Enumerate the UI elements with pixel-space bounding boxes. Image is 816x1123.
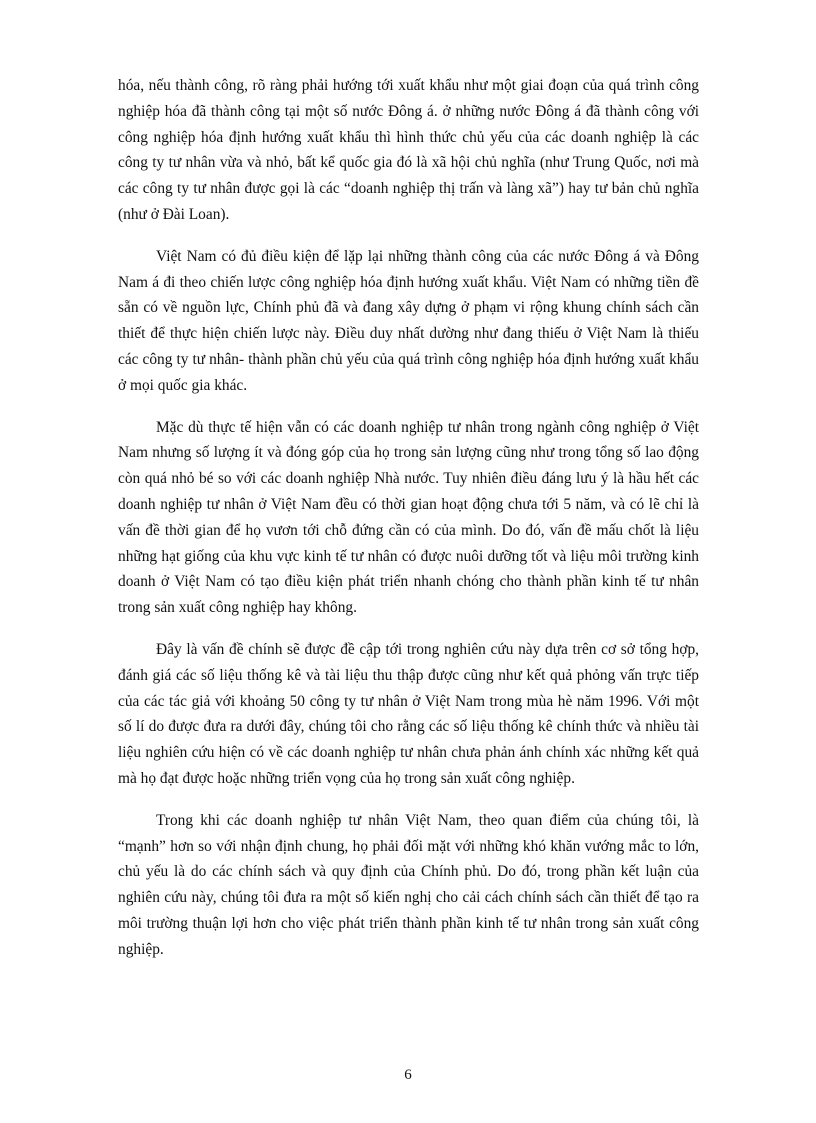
document-body [118,73,699,979]
page-number: 6 [404,1067,412,1083]
paragraph-2: Việt Nam có đủ điều kiện để lặp lại những thành công của các nước Đông á và Đông Nam á đi theo chiến lược công nghiệp hóa định hướng xuất khẩu. Việt Nam có những tiền đề sẵn có về nguồn lực, Chính phủ đã và đang xây dựng ở phạm vi rộng khung chính sách cần thiết để thực hiện chiến lược này. Điều duy nhất dường như đang thiếu ở Việt Nam là thiếu các công ty tư nhân- thành phần chủ yếu của quá trình công nghiệp hóa định hướng xuất khẩu ở mọi quốc gia khác. [118,247,699,394]
paragraph-4: Đây là vấn đề chính sẽ được đề cập tới trong nghiên cứu này dựa trên cơ sở tổng hợp, đánh giá các số liệu thống kê và tài liệu thu thập được cũng như kết quả phỏng vấn trực tiếp của các tác giả với khoảng 50 công ty tư nhân ở Việt Nam trong mùa hè năm 1996. Với một số lí do được đưa ra dưới đây, chúng tôi cho rằng các số liệu thống kê chính thức và nhiều tài liệu nghiên cứu hiện có về các doanh nghiệp tư nhân chưa phản ánh chính xác những kết quả mà họ đạt được hoặc những triển vọng của họ trong sản xuất công nghiệp. [118,640,699,787]
paragraph-5: Trong khi các doanh nghiệp tư nhân Việt Nam, theo quan điểm của chúng tôi, là “mạnh” hơn so với nhận định chung, họ phải đối mặt với những khó khăn vướng mắc to lớn, chủ yếu là do các chính sách và quy định của Chính phủ. Do đó, trong phần kết luận của nghiên cứu này, chúng tôi đưa ra một số kiến nghị cho cải cách chính sách cần thiết để tạo ra môi trường thuận lợi hơn cho việc phát triển thành phần kinh tế tư nhân trong sản xuất công nghiệp. [118,811,699,958]
paragraph-3: Mặc dù thực tế hiện vẫn có các doanh nghiệp tư nhân trong ngành công nghiệp ở Việt Nam nhưng số lượng ít và đóng góp của họ trong sản lượng cũng như trong tổng số lao động còn quá nhỏ bé so với các doanh nghiệp Nhà nước. Tuy nhiên điều đáng lưu ý là hầu hết các doanh nghiệp tư nhân ở Việt Nam đều có thời gian hoạt động chưa tới 5 năm, và có lẽ chỉ là vấn đề thời gian để họ vươn tới chỗ đứng cần có của mình. Do đó, vấn đề mấu chốt là liệu những hạt giống của khu vực kinh tế tư nhân có được nuôi dưỡng tốt và liệu môi trường kinh doanh ở Việt Nam có tạo điều kiện phát triển nhanh chóng cho thành phần kinh tế tư nhân trong sản xuất công nghiệp hay không. [118,418,699,617]
paragraph-1: hóa, nếu thành công, rõ ràng phải hướng tới xuất khẩu như một giai đoạn của quá trình công nghiệp hóa đã thành công tại một số nước Đông á. ở những nước Đông á đã thành công với công nghiệp hóa định hướng xuất khẩu thì hình thức chủ yếu của các doanh nghiệp là các công ty tư nhân vừa và nhỏ, bất kể quốc gia đó là xã hội chủ nghĩa (như Trung Quốc, nơi mà các công ty tư nhân được gọi là các “doanh nghiệp thị trấn và làng xã”) hay tư bản chủ nghĩa (như ở Đài Loan). [118,77,699,223]
